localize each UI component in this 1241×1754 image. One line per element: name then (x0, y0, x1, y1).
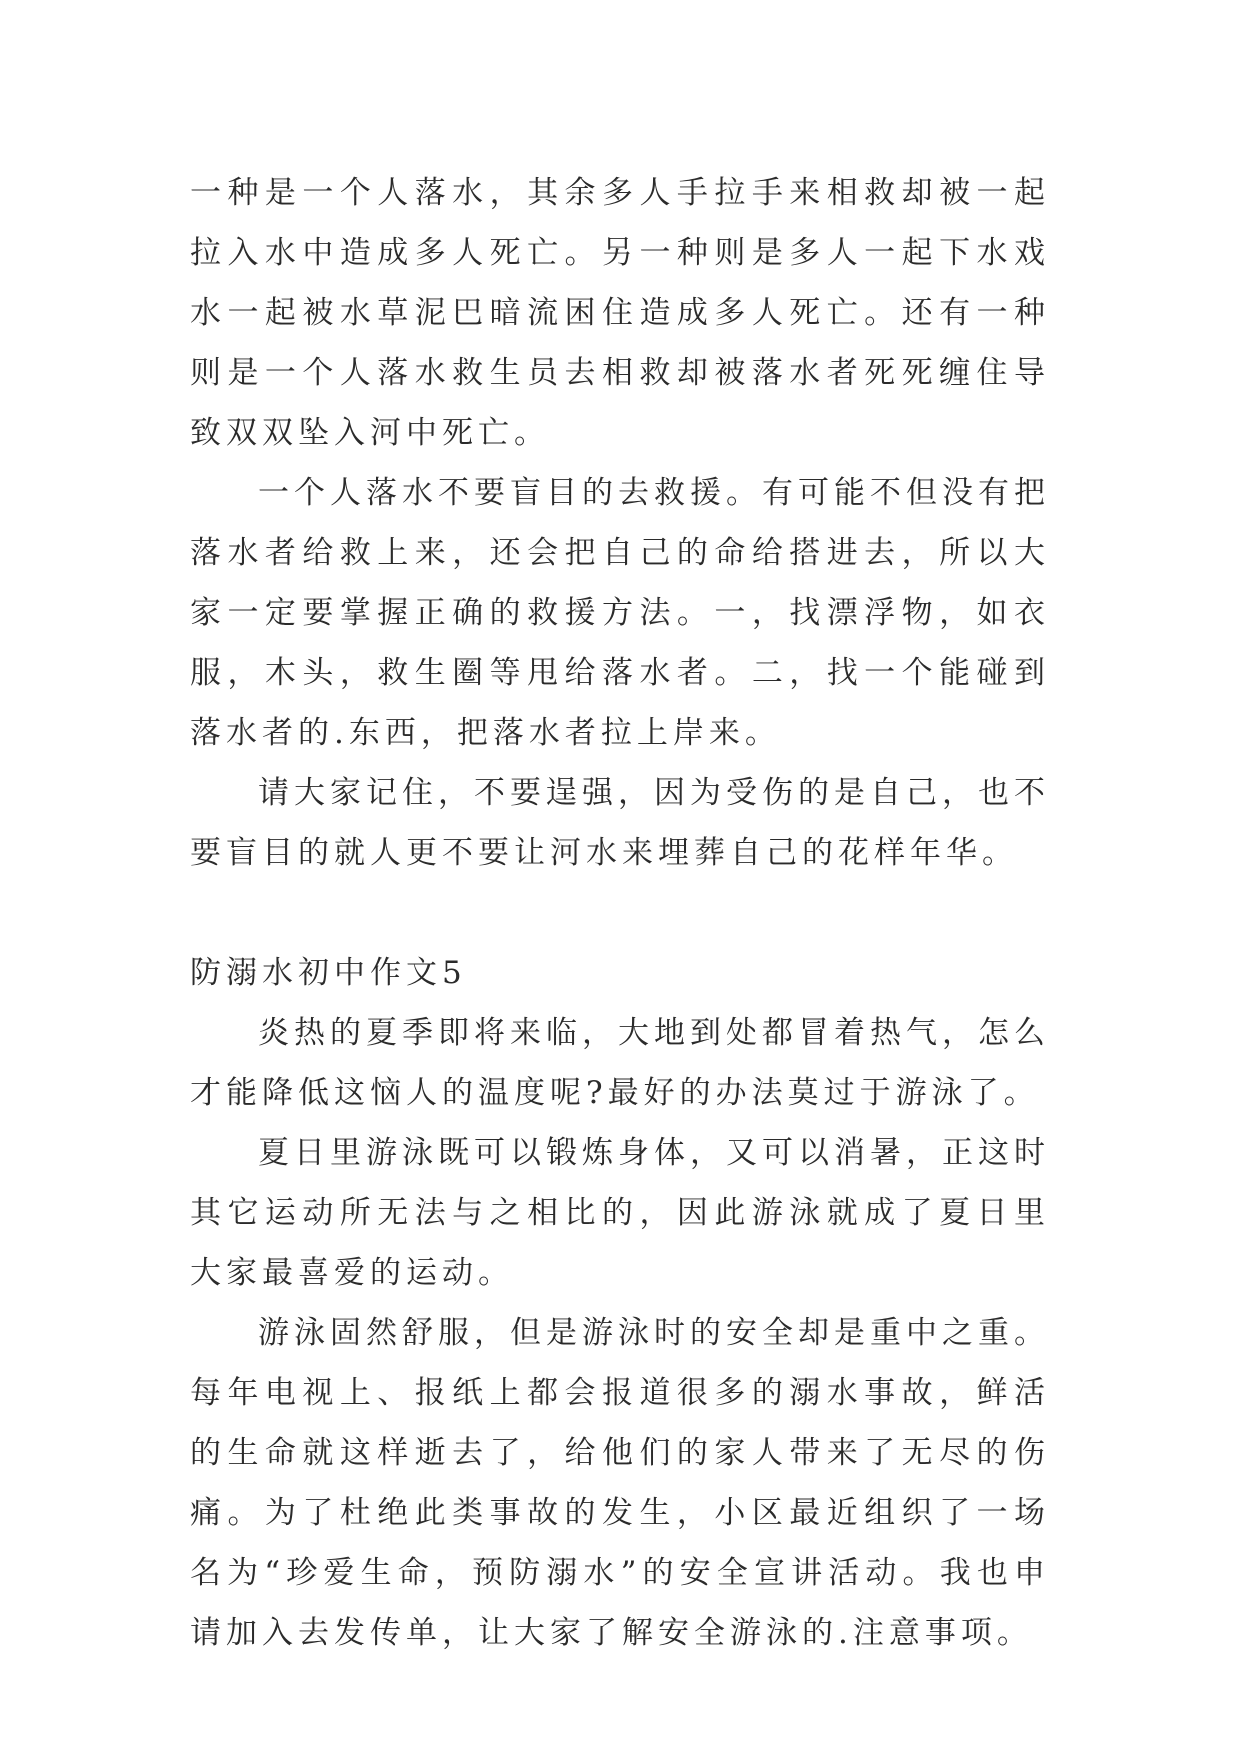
paragraph-summer-heat: 炎热的夏季即将来临，大地到处都冒着热气，怎么才能降低这恼人的温度呢?最好的办法莫过于游泳了。 (190, 1015, 1050, 1111)
paragraph-rescue-methods: 一个人落水不要盲目的去救援。有可能不但没有把落水者给救上来，还会把自己的命给搭进去，所以大家一定要掌握正确的救援方法。一，找漂浮物，如衣服，木头，救生圈等甩给落水者。二，找一个能碰到落水者的.东西，把落水者拉上岸来。 (190, 475, 1050, 751)
essay-title: 防溺水初中作文5 (190, 955, 467, 991)
document-body (190, 163, 1050, 1663)
paragraph-swimming-benefits: 夏日里游泳既可以锻炼身体，又可以消暑，正这时其它运动所无法与之相比的，因此游泳就成了夏日里大家最喜爱的运动。 (190, 1135, 1050, 1291)
paragraph-reminder: 请大家记住，不要逞强，因为受伤的是自己，也不要盲目的就人更不要让河水来埋葬自己的花样年华。 (190, 775, 1050, 871)
paragraph-swimming-safety: 游泳固然舒服，但是游泳时的安全却是重中之重。每年电视上、报纸上都会报道很多的溺水事故，鲜活的生命就这样逝去了，给他们的家人带来了无尽的伤痛。为了杜绝此类事故的发生，小区最近组织了一场名为“珍爱生命，预防溺水”的安全宣讲活动。我也申请加入去发传单，让大家了解安全游泳的.注意事项。 (190, 1315, 1050, 1651)
paragraph-rescue-types: 一种是一个人落水，其余多人手拉手来相救却被一起拉入水中造成多人死亡。另一种则是多人一起下水戏水一起被水草泥巴暗流困住造成多人死亡。还有一种则是一个人落水救生员去相救却被落水者死死缠住导致双双坠入河中死亡。 (190, 175, 1050, 451)
